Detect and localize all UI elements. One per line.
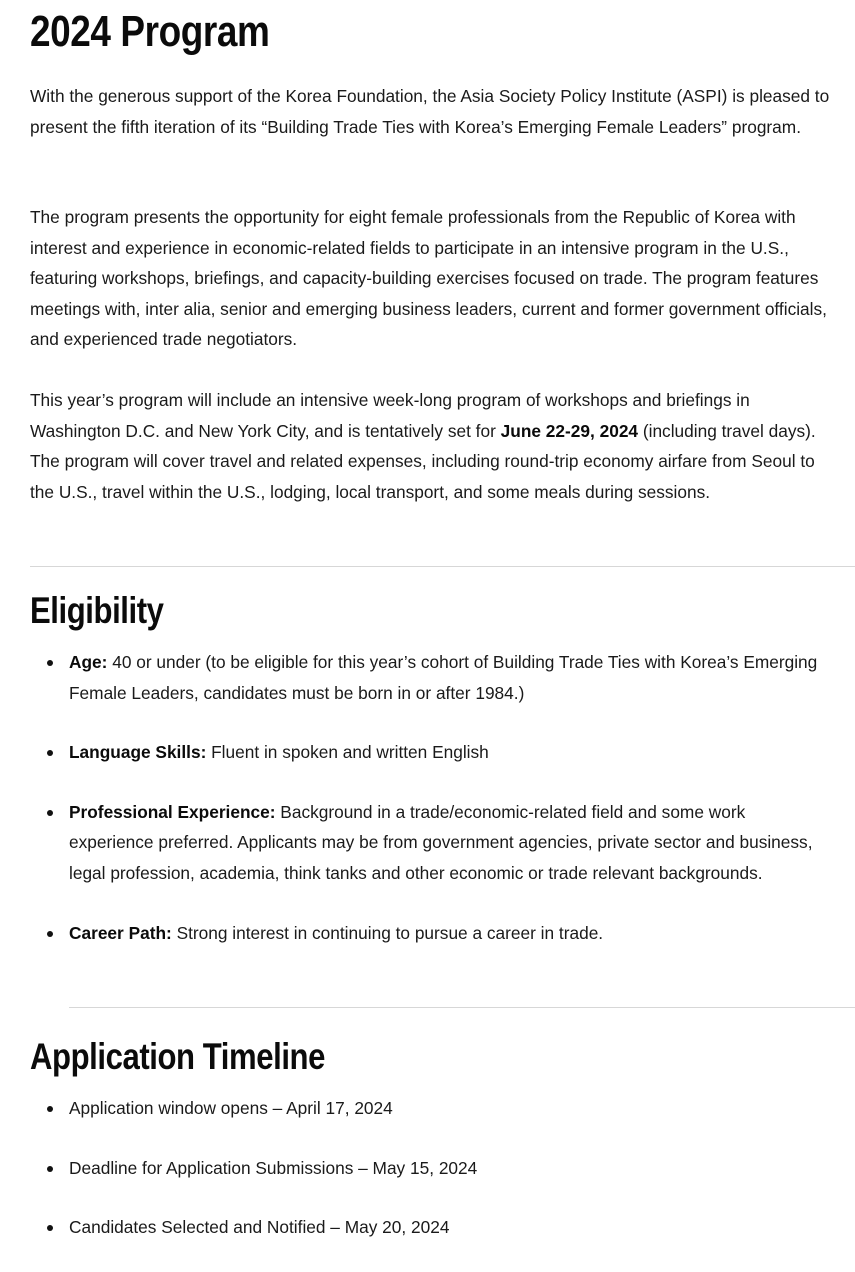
timeline-item <box>30 1212 830 1243</box>
section-divider <box>30 566 855 567</box>
eligibility-item-career-path <box>30 918 830 949</box>
schedule-text-before: This year’s program will include an intensive week-long program of workshops and briefings in Washington D.C. and New York City, and is tentatively set for <box>30 390 750 441</box>
application-timeline-heading: Application Timeline <box>30 1036 325 1077</box>
eligibility-list <box>30 647 830 977</box>
eligibility-heading: Eligibility <box>30 590 164 631</box>
schedule-text-after: (including travel days). The program will cover travel and related expenses, including round-trip economy airfare from Seoul to the U.S., travel within the U.S., lodging, local transport, and some meals during sessions. <box>30 420 816 502</box>
timeline-item <box>30 1093 830 1124</box>
program-intro-paragraph: With the generous support of the Korea Foundation, the Asia Society Policy Institute (ASPI) is pleased to present the fifth iteration of its “Building Trade Ties with Korea’s Emerging Female Leaders” program. <box>30 86 830 137</box>
timeline-item-text: Deadline for Application Submissions – May 15, 2024 <box>69 1157 478 1178</box>
bullet-icon <box>47 1106 53 1112</box>
eligibility-item-age <box>30 647 830 708</box>
timeline-item <box>30 1153 830 1184</box>
bullet-icon <box>47 660 53 666</box>
bullet-icon <box>47 931 53 937</box>
eligibility-item-language-skills <box>30 737 830 768</box>
section-divider <box>69 1007 855 1008</box>
bullet-icon <box>47 750 53 756</box>
program-description-paragraph: The program presents the opportunity for eight female professionals from the Republic of Korea with interest and experience in economic-related fields to participate in an intensive program in the U.S., featuring workshops, briefings, and capacity-building exercises focused on trade. The program features meetings with, inter alia, senior and emerging business leaders, current and former government officials, and experienced trade negotiators. <box>30 207 827 350</box>
bullet-icon <box>47 810 53 816</box>
eligibility-label: Age: <box>69 652 108 672</box>
program-schedule-paragraph <box>30 385 838 507</box>
bullet-icon <box>47 1166 53 1172</box>
timeline-item-text: Application window opens – April 17, 2024 <box>69 1098 393 1118</box>
timeline-item-text: Candidates Selected and Notified – May 20, 2024 <box>69 1217 450 1238</box>
eligibility-text: Fluent in spoken and written English <box>206 742 489 763</box>
eligibility-text: Background in a trade/economic-related field and some work experience preferred. Applicants may be from government agencies, private sector and business, legal profession, academia, think tanks and other economic or trade relevant backgrounds. <box>69 801 813 883</box>
bullet-icon <box>47 1225 53 1231</box>
eligibility-text: Strong interest in continuing to pursue a career in trade. <box>171 922 604 943</box>
eligibility-text: 40 or under (to be eligible for this year’s cohort of Building Trade Ties with Korea’s Emerging Female Leaders, candidates must be born in or after 1984.) <box>69 652 818 703</box>
eligibility-item-professional-experience <box>30 797 830 889</box>
timeline-list <box>30 1093 830 1272</box>
eligibility-label: Language Skills: <box>69 742 207 763</box>
program-title: 2024 Program <box>30 7 270 56</box>
program-dates: June 22-29, 2024 <box>500 420 639 441</box>
eligibility-label: Career Path: <box>69 922 172 943</box>
eligibility-label: Professional Experience: <box>69 801 276 822</box>
